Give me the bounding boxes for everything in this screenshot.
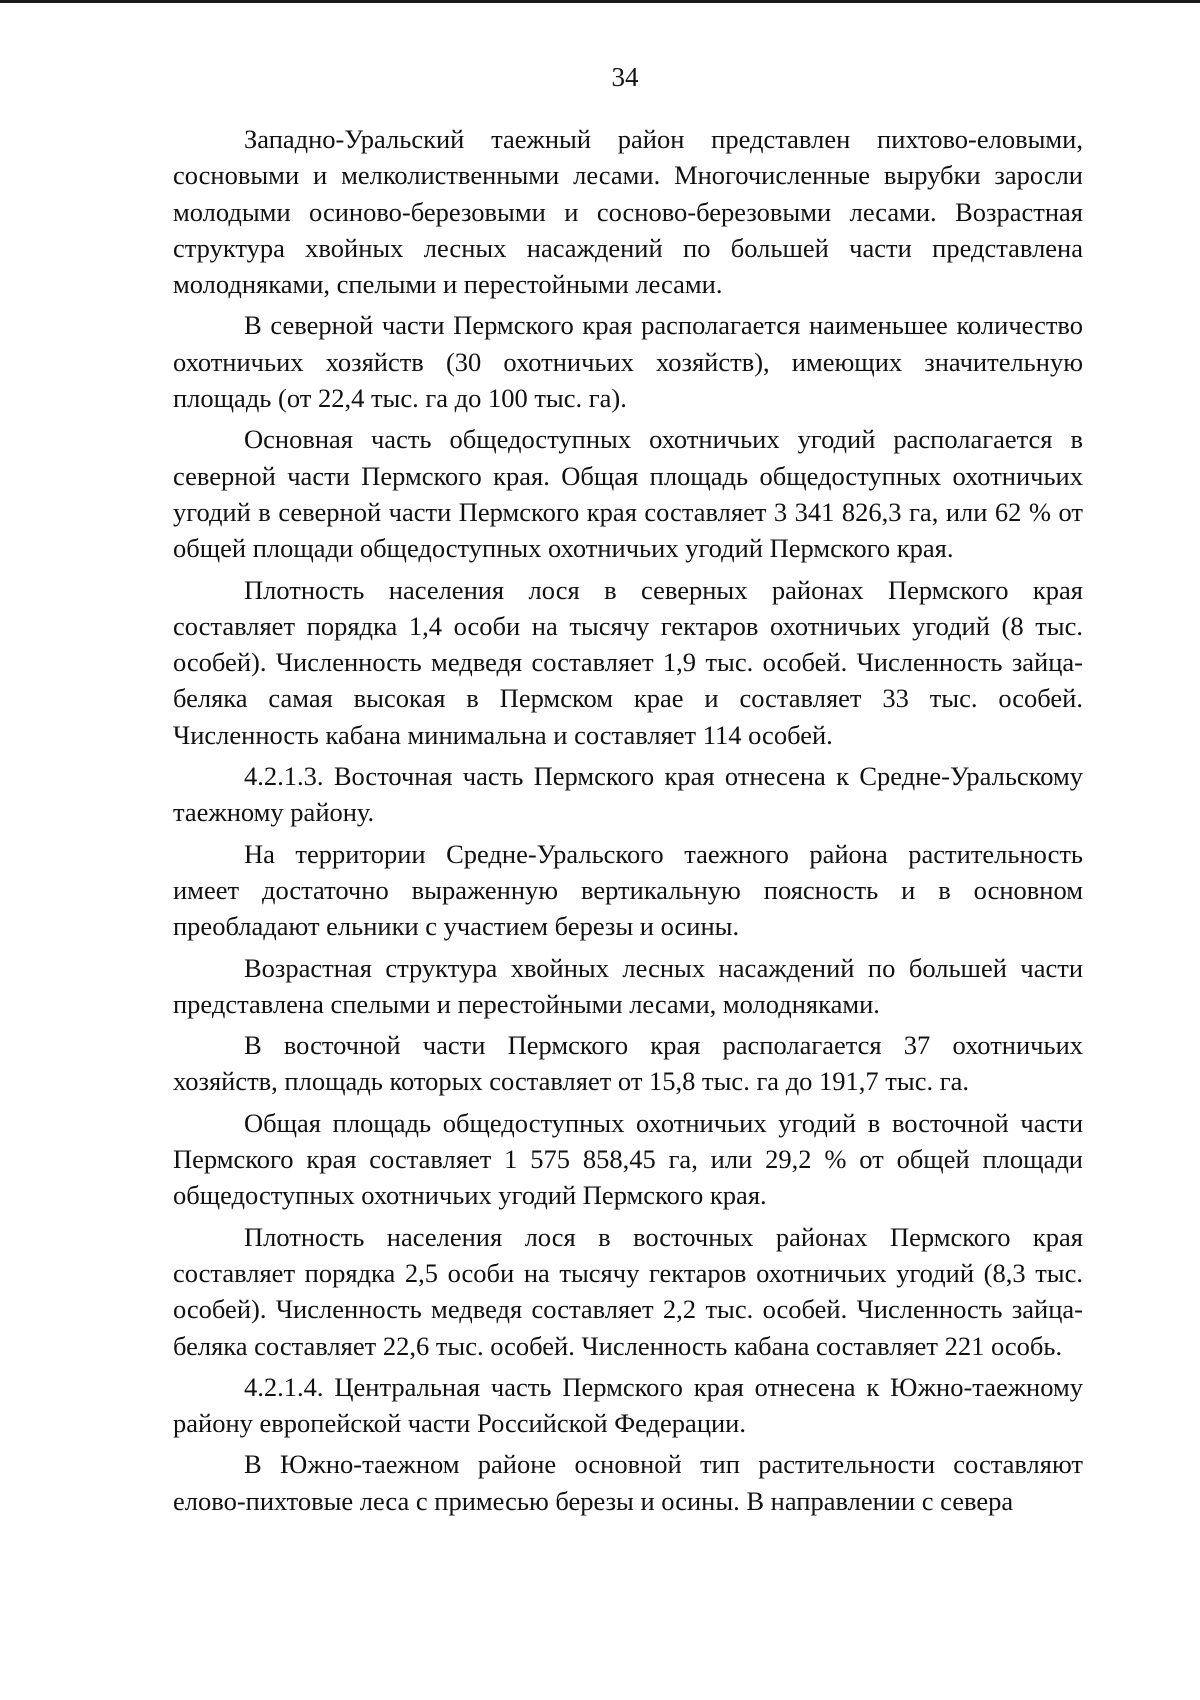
paragraph-1: Западно-Уральский таежный район представлен пихтово-еловыми, сосновыми и мелколиственными лесами. Многочисленные вырубки заросли молодыми осиново-березовыми и сосново-березовыми лесами. Возрастная структура хвойных лесных насаждений по большей части представлена молодняками, спелыми и перестойными лесами. — [173, 124, 1083, 300]
paragraph-4: Плотность населения лося в северных районах Пермского края составляет порядка 1,4 особи на тысячу гектаров охотничьих угодий (8 тыс. особей). Численность медведя составляет 1,9 тыс. особей. Численность зайца-беляка самая высокая в Пермском крае и составляет 33 тыс. особей. Численность кабана минимальна и составляет 114 особей. — [173, 574, 1083, 750]
section-4-2-1-3: 4.2.1.3. Восточная часть Пермского края отнесена к Средне-Уральскому таежному району. — [173, 761, 1083, 828]
scan-edge — [0, 0, 1200, 3]
paragraph-2: В северной части Пермского края располагается наименьшее количество охотничьих хозяйств (30 охотничьих хозяйств), имеющих значительную площадь (от 22,4 тыс. га до 100 тыс. га). — [173, 310, 1083, 414]
paragraph-3: Основная часть общедоступных охотничьих угодий располагается в северной части Пермского края. Общая площадь общедоступных охотничьих угодий в северной части Пермского края составляет 3 341 826,3 га, или 62 % от общей площади общедоступных охотничьих угодий Пермского края. — [173, 424, 1083, 564]
paragraph-7: Возрастная структура хвойных лесных насаждений по большей части представлена спелыми и перестойными лесами, молодняками. — [173, 952, 1083, 1019]
paragraph-8: В восточной части Пермского края располагается 37 охотничьих хозяйств, площадь которых составляет от 15,8 тыс. га до 191,7 тыс. га. — [173, 1030, 1083, 1097]
paragraph-9: Общая площадь общедоступных охотничьих угодий в восточной части Пермского края составляет 1 575 858,45 га, или 29,2 % от общей площади общедоступных охотничьих угодий Пермского края. — [173, 1107, 1083, 1211]
document-body — [173, 121, 1083, 1524]
paragraph-10: Плотность населения лося в восточных районах Пермского края составляет порядка 2,5 особи на тысячу гектаров охотничьих угодий (8,3 тыс. особей). Численность медведя составляет 2,2 тыс. особей. Численность зайца-беляка составляет 22,6 тыс. особей. Численность кабана составляет 221 особь. — [173, 1221, 1083, 1361]
paragraph-12: В Южно-таежном районе основной тип растительности составляют елово-пихтовые леса с примесью березы и осины. В направлении с севера — [173, 1449, 1083, 1516]
page-number: 34 — [611, 62, 639, 92]
paragraph-6: На территории Средне-Уральского таежного района растительность имеет достаточно выраженную вертикальную поясность и в основном преобладают ельники с участием березы и осины. — [173, 838, 1083, 942]
section-4-2-1-4: 4.2.1.4. Центральная часть Пермского края отнесена к Южно-таежному району европейской части Российской Федерации. — [173, 1371, 1083, 1439]
